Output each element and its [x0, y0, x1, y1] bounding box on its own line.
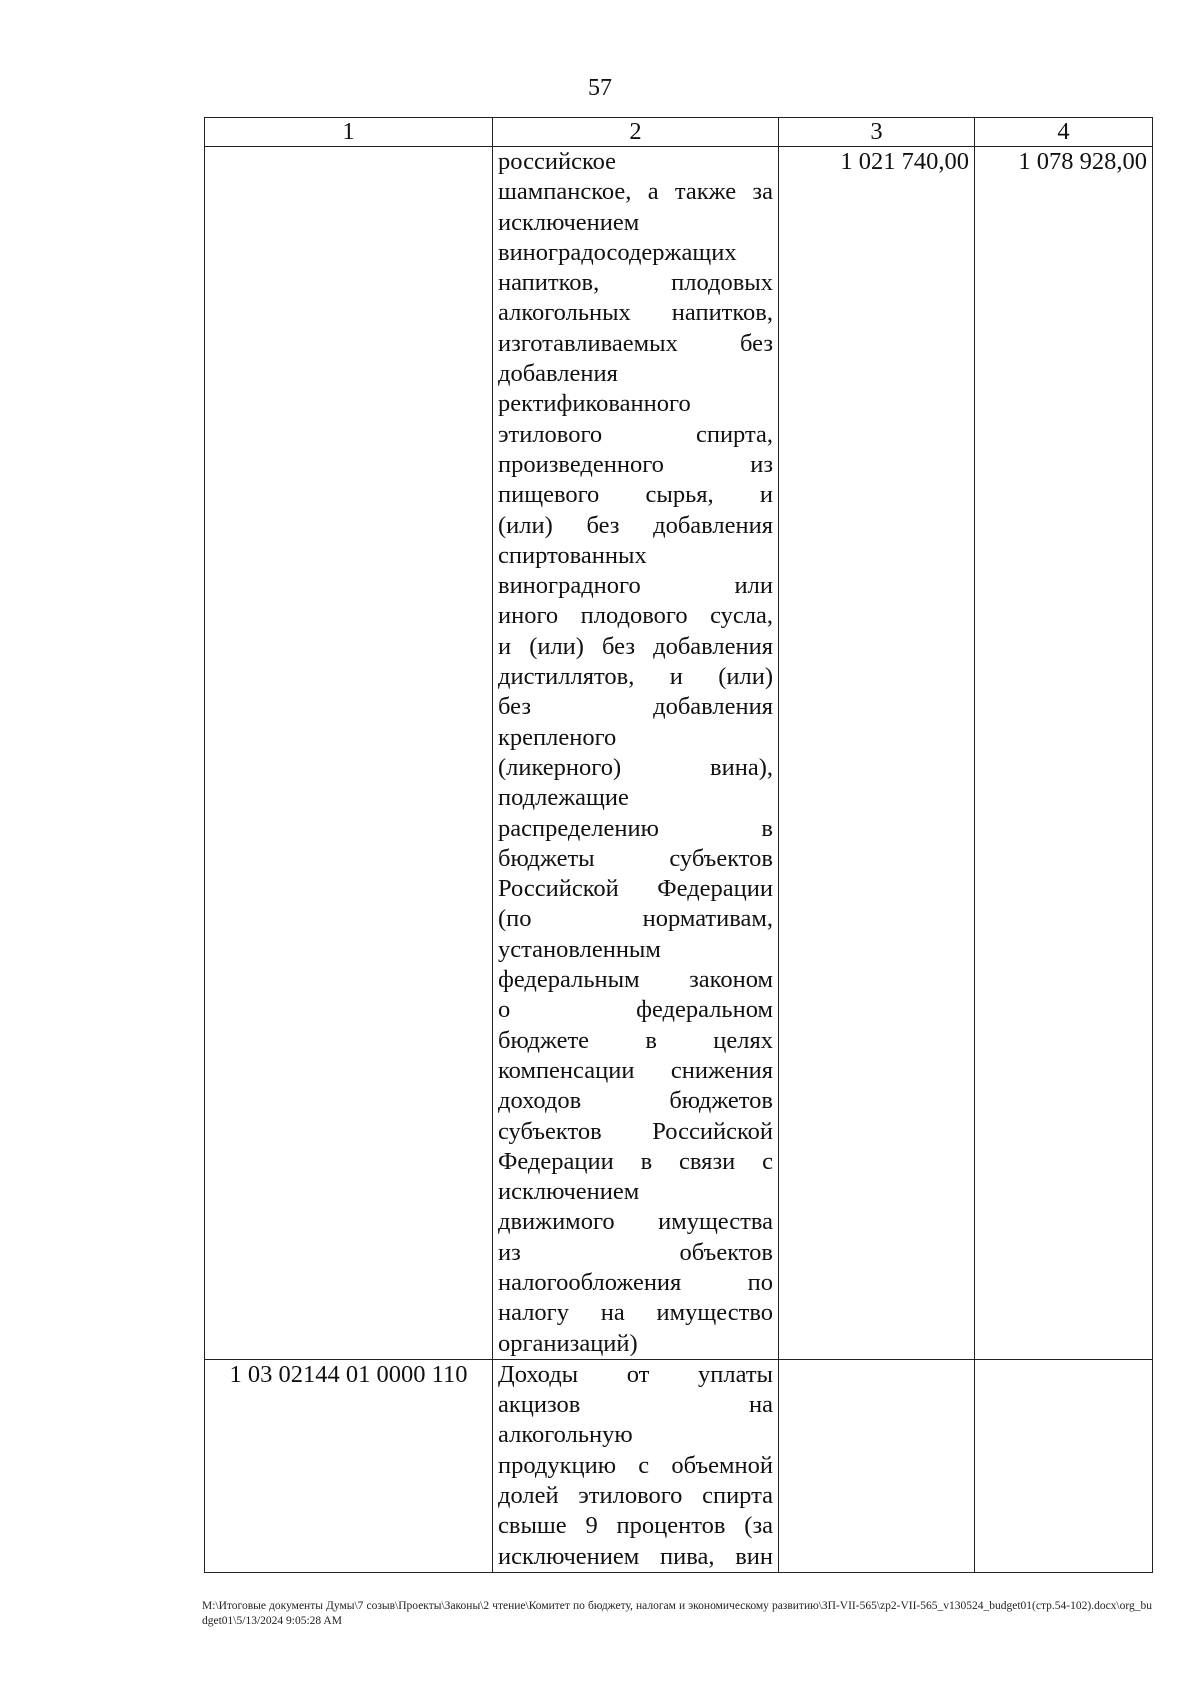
description-line: спиртованных: [498, 541, 647, 569]
description-line: исключением: [498, 1178, 640, 1206]
table-header-row: [205, 118, 1153, 147]
description-line: российское: [498, 148, 617, 175]
column-header-2: 2: [493, 118, 779, 147]
description-text: [498, 1360, 773, 1572]
description-line: налогу на имущество: [498, 1299, 773, 1327]
description-line: напитков, плодовых: [498, 269, 773, 297]
column-header-3: 3: [779, 118, 975, 147]
description-line: из объектов: [498, 1238, 773, 1266]
description-line: распределению в: [498, 814, 773, 842]
description-line: движимого имущества: [498, 1208, 773, 1236]
amount-year2-cell: [975, 1359, 1153, 1572]
description-line: виноградосодержащих: [498, 238, 737, 266]
column-header-4: 4: [975, 118, 1153, 147]
description-line: (или) без добавления: [498, 511, 773, 539]
description-line: федеральным законом: [498, 966, 773, 994]
description-line: Российской Федерации: [498, 875, 773, 903]
description-line: и (или) без добавления: [498, 632, 773, 660]
description-line: исключением: [498, 208, 640, 236]
description-line: подлежащие: [498, 784, 629, 812]
column-header-1: 1: [205, 118, 493, 147]
description-line: (по нормативам,: [498, 905, 773, 933]
description-line: свыше 9 процентов (за: [498, 1512, 773, 1540]
description-line: о федеральном: [498, 996, 773, 1024]
amount-year2-cell: 1 078 928,00: [975, 147, 1153, 1360]
description-cell: [493, 1359, 779, 1572]
description-line: налогообложения по: [498, 1268, 773, 1296]
description-line: компенсации снижения: [498, 1056, 773, 1084]
description-line: Доходы от уплаты: [498, 1360, 773, 1388]
description-line: крепленого: [498, 723, 617, 751]
description-cell: [493, 147, 779, 1360]
description-line: исключением пива, вин: [498, 1542, 773, 1570]
description-line: бюджеты субъектов: [498, 844, 773, 872]
description-text: [498, 147, 773, 1359]
description-line: шампанское, а также за: [498, 178, 773, 206]
amount-year1-cell: 1 021 740,00: [779, 147, 975, 1360]
description-line: (ликерного) вина),: [498, 753, 773, 781]
description-line: пищевого сырья, и: [498, 481, 773, 509]
description-line: без добавления: [498, 693, 773, 721]
description-line: доходов бюджетов: [498, 1087, 773, 1115]
description-line: организаций): [498, 1329, 638, 1357]
amount-year1-cell: [779, 1359, 975, 1572]
budget-code-cell: [205, 147, 493, 1360]
description-line: произведенного из: [498, 450, 773, 478]
document-path-footer: M:\Итоговые документы Думы\7 созыв\Проекты\Законы\2 чтение\Комитет по бюджету, налогам и экономическому развитию\ЗП-VII-565\zp2-VII-565_v130524_budget01(стр.54-102).docx\org_budget01\5/13/2024 9:05:28 AM: [202, 1600, 1152, 1627]
description-line: виноградного или: [498, 572, 773, 600]
description-line: бюджете в целях: [498, 1026, 773, 1054]
table-row: [205, 1359, 1153, 1572]
description-line: долей этилового спирта: [498, 1482, 773, 1510]
description-line: субъектов Российской: [498, 1117, 773, 1145]
description-line: добавления: [498, 360, 618, 388]
description-line: алкогольных напитков,: [498, 299, 773, 327]
budget-revenue-table: [204, 117, 1153, 1573]
description-line: продукцию с объемной: [498, 1451, 773, 1479]
table-row: [205, 147, 1153, 1360]
budget-code-cell: 1 03 02144 01 0000 110: [205, 1359, 493, 1572]
description-line: акцизов на: [498, 1391, 773, 1419]
description-line: изготавливаемых без: [498, 329, 773, 357]
description-line: Федерации в связи с: [498, 1147, 773, 1175]
description-line: ректификованного: [498, 390, 691, 418]
description-line: этилового спирта,: [498, 420, 773, 448]
description-line: алкогольную: [498, 1421, 633, 1449]
description-line: дистиллятов, и (или): [498, 663, 773, 691]
page-number: 57: [588, 75, 612, 101]
description-line: иного плодового сусла,: [498, 602, 773, 630]
description-line: установленным: [498, 935, 661, 963]
